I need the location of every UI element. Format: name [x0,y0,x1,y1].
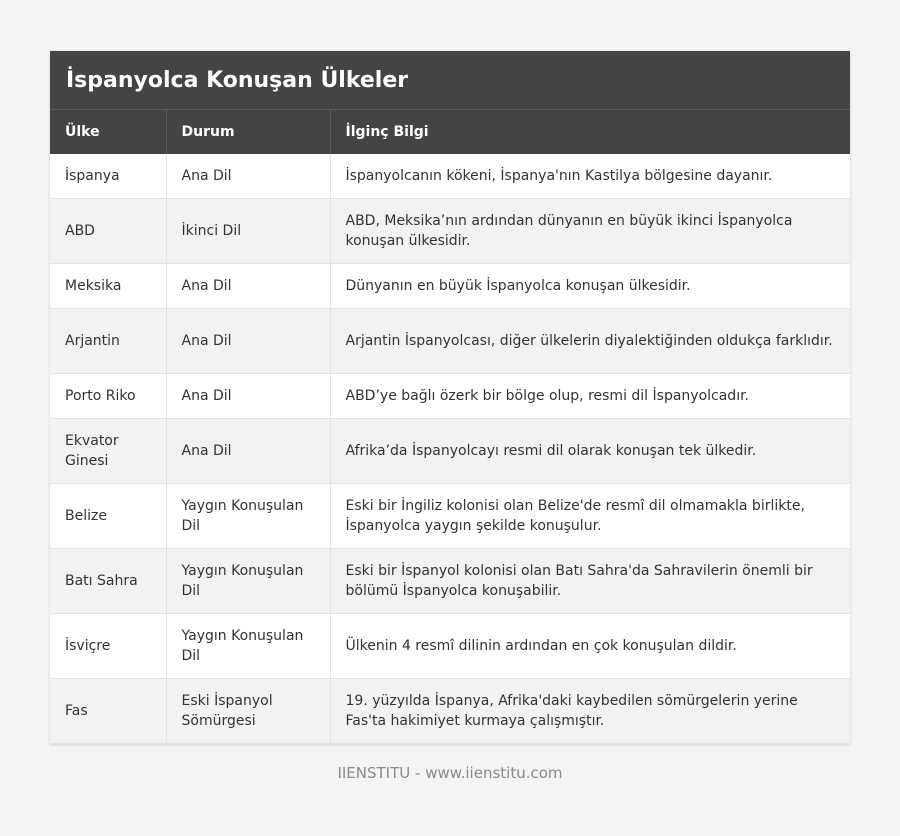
cell-status: Yaygın Konuşulan Dil [166,549,330,614]
cell-status: Ana Dil [166,309,330,374]
table-row [50,154,850,199]
footer-credit: IIENSTITU - www.iienstitu.com [337,764,563,782]
table-row [50,264,850,309]
cell-country: Porto Riko [50,374,166,419]
cell-status: Ana Dil [166,374,330,419]
table-row [50,419,850,484]
column-header-country: Ülke [50,110,166,154]
cell-country: İsviçre [50,614,166,679]
table-row [50,309,850,374]
cell-fact: İspanyolcanın kökeni, İspanya'nın Kastilya bölgesine dayanır. [330,154,850,199]
table-card [50,51,850,744]
cell-country: ABD [50,199,166,264]
cell-country: Arjantin [50,309,166,374]
table-row [50,549,850,614]
table-row [50,679,850,744]
cell-country: Belize [50,484,166,549]
cell-fact: Eski bir İngiliz kolonisi olan Belize'de resmî dil olmamakla birlikte, İspanyolca yaygın şekilde konuşulur. [330,484,850,549]
cell-fact: Arjantin İspanyolcası, diğer ülkelerin diyalektiğinden oldukça farklıdır. [330,309,850,374]
cell-fact: ABD’ye bağlı özerk bir bölge olup, resmi dil İspanyolcadır. [330,374,850,419]
table-row [50,614,850,679]
cell-status: Ana Dil [166,264,330,309]
countries-table [50,110,850,744]
column-header-fact: İlginç Bilgi [330,110,850,154]
header-row [50,110,850,154]
cell-fact: Ülkenin 4 resmî dilinin ardından en çok konuşulan dildir. [330,614,850,679]
cell-country: İspanya [50,154,166,199]
table-title: İspanyolca Konuşan Ülkeler [50,51,850,110]
cell-country: Batı Sahra [50,549,166,614]
cell-fact: 19. yüzyılda İspanya, Afrika'daki kaybedilen sömürgelerin yerine Fas'ta hakimiyet kurmaya çalışmıştır. [330,679,850,744]
cell-status: Ana Dil [166,154,330,199]
cell-fact: ABD, Meksika’nın ardından dünyanın en büyük ikinci İspanyolca konuşan ülkesidir. [330,199,850,264]
cell-fact: Eski bir İspanyol kolonisi olan Batı Sahra'da Sahravilerin önemli bir bölümü İspanyolca konuşabilir. [330,549,850,614]
cell-status: Yaygın Konuşulan Dil [166,614,330,679]
cell-status: Yaygın Konuşulan Dil [166,484,330,549]
cell-fact: Dünyanın en büyük İspanyolca konuşan ülkesidir. [330,264,850,309]
cell-fact: Afrika’da İspanyolcayı resmi dil olarak konuşan tek ülkedir. [330,419,850,484]
cell-country: Fas [50,679,166,744]
table-row [50,374,850,419]
cell-status: Eski İspanyol Sömürgesi [166,679,330,744]
cell-status: Ana Dil [166,419,330,484]
table-row [50,484,850,549]
cell-country: Meksika [50,264,166,309]
cell-status: İkinci Dil [166,199,330,264]
cell-country: Ekvator Ginesi [50,419,166,484]
column-header-status: Durum [166,110,330,154]
table-row [50,199,850,264]
